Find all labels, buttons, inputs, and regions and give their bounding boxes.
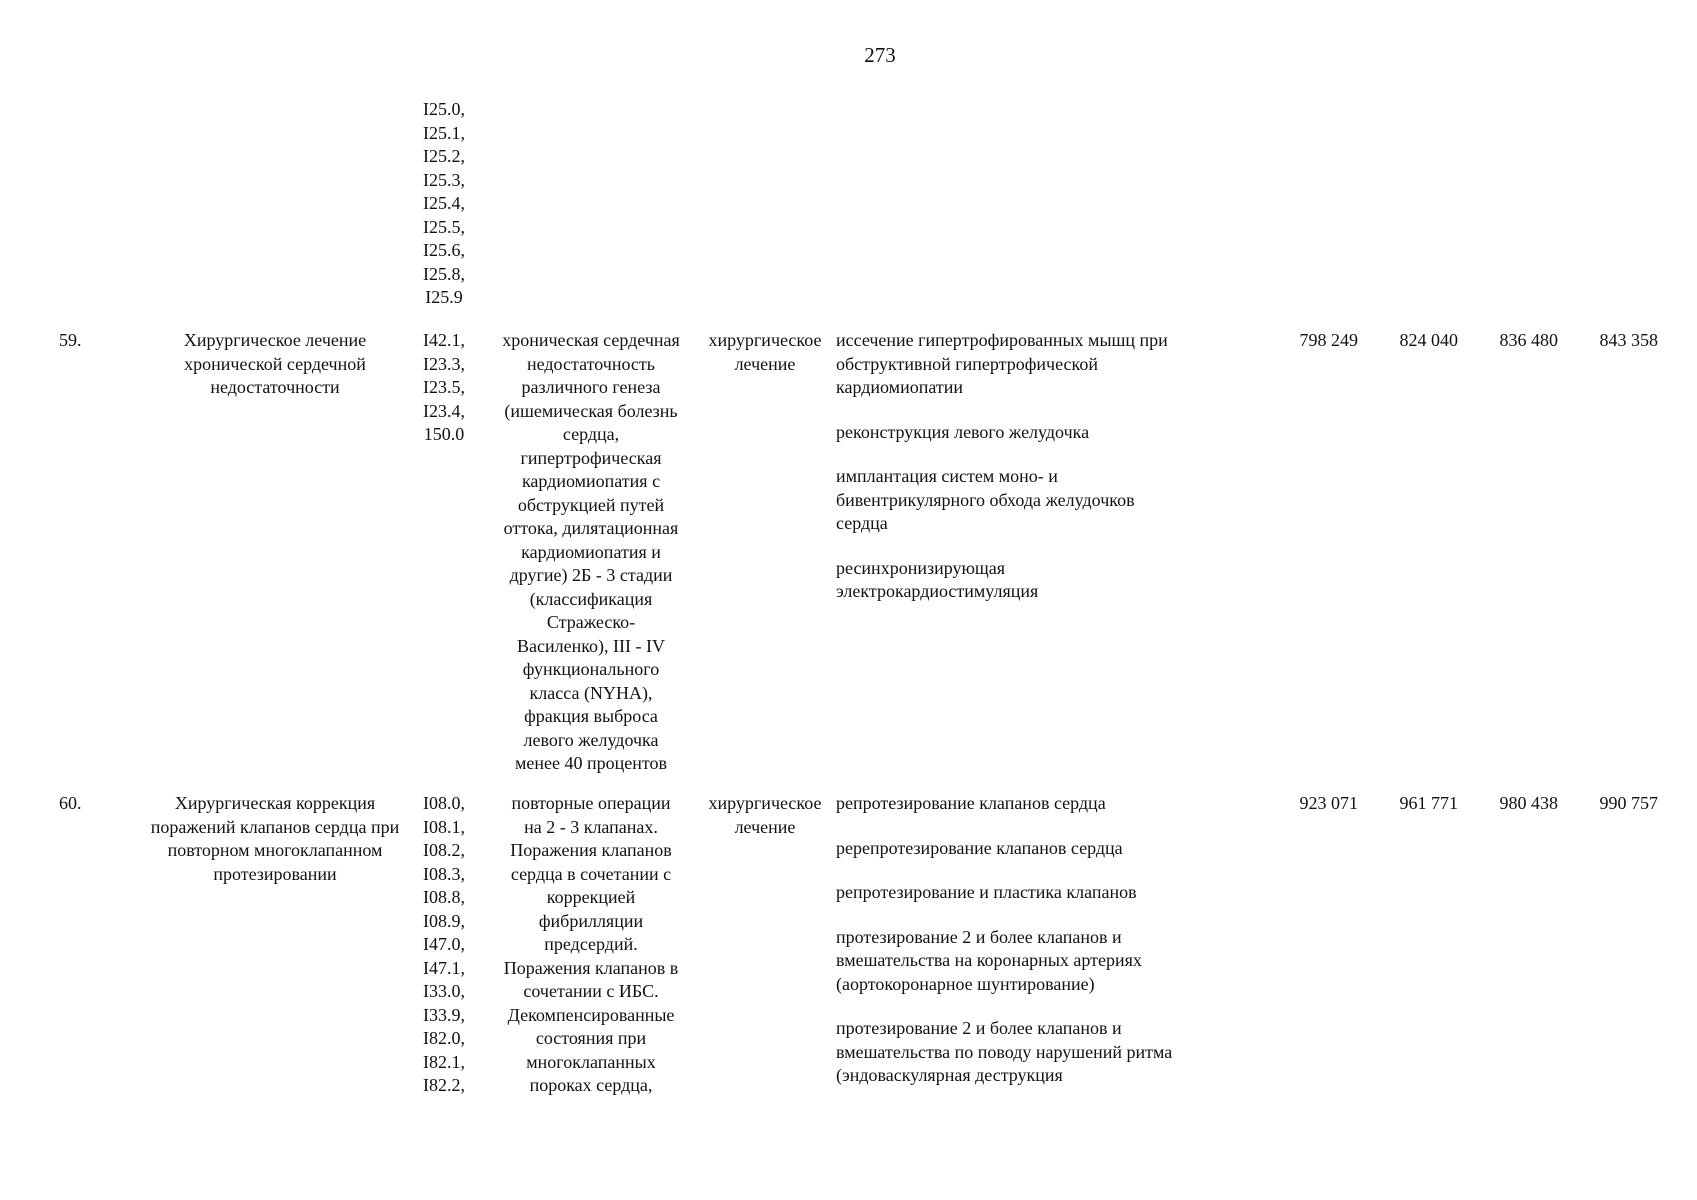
diagnosis-line: Декомпенсированные [507, 1004, 675, 1025]
code: I25.8, [423, 263, 465, 284]
code: I25.0, [423, 99, 465, 119]
method-line: ререпротезирование клапанов сердца [836, 837, 1123, 858]
code: I08.1, [423, 816, 465, 837]
code: I47.1, [423, 957, 465, 978]
code: I08.0, [423, 793, 465, 813]
row-codes [410, 329, 478, 447]
method-line: протезирование 2 и более клапанов и [836, 926, 1122, 947]
code: I25.6, [423, 240, 465, 260]
diagnosis-line: различного генеза [521, 377, 661, 397]
row-number: 59. [59, 330, 82, 350]
diagnosis-line: повторные операции [511, 793, 671, 813]
code: I82.1, [423, 1051, 465, 1072]
diagnosis-line: хроническая сердечная [502, 330, 680, 350]
diagnosis-line: на 2 - 3 клапанах. [524, 816, 658, 837]
diagnosis-line: (классификация [529, 588, 653, 609]
price-4: 990 757 [1599, 793, 1658, 813]
method-line: (аортокоронарное шунтирование) [836, 973, 1095, 994]
diagnosis-line: гипертрофическая [520, 447, 662, 468]
method-line: реконструкция левого желудочка [836, 421, 1090, 442]
treatment-type-line: хирургическое [708, 330, 822, 350]
method-line: электрокардиостимуляция [836, 581, 1039, 601]
method-line: ресинхронизирующая [836, 557, 1006, 578]
code: I25.3, [423, 169, 465, 190]
title-line: Хирургическая коррекция [174, 793, 376, 813]
price-2: 824 040 [1399, 330, 1458, 350]
treatment-type-line: лечение [734, 353, 796, 374]
price-1: 798 249 [1299, 330, 1358, 350]
price-3: 836 480 [1499, 330, 1558, 350]
diagnosis-line: оттока, дилятационная [503, 518, 679, 538]
method-line: обструктивной гипертрофической [836, 353, 1098, 374]
treatment-type-line: хирургическое [708, 793, 822, 813]
diagnosis-line: фракция выброса [524, 706, 658, 726]
row-title [145, 329, 405, 400]
diagnosis-line: коррекцией [546, 887, 636, 907]
code: I25.2, [423, 146, 465, 166]
diagnosis-line: обструкцией путей [517, 494, 665, 515]
treatment-type [700, 329, 830, 376]
method-line: репротезирование и пластика клапанов [836, 882, 1137, 902]
diagnosis-line: пороках сердца, [529, 1075, 653, 1095]
diagnosis-line: Поражения клапанов в [503, 957, 679, 978]
diagnosis-line: функционального [522, 659, 660, 679]
code: I82.0, [423, 1028, 465, 1048]
code: I47.0, [423, 934, 465, 954]
code: I08.2, [423, 840, 465, 860]
row-title [145, 792, 405, 886]
price-3: 980 438 [1499, 793, 1558, 813]
diagnosis-line: состояния при [535, 1028, 647, 1048]
method-item [836, 837, 1236, 861]
continued-codes [410, 98, 478, 310]
treatment-type-line: лечение [734, 816, 796, 837]
method-line: бивентрикулярного обхода желудочков [836, 489, 1135, 510]
code: I23.4, [423, 400, 465, 421]
diagnosis-line: фибрилляции [538, 910, 644, 931]
method-line: вмешательства на коронарных артериях [836, 950, 1142, 970]
diagnosis-line: Василенко), III - IV [516, 635, 666, 656]
diagnosis-line: сердца в сочетании с [510, 863, 672, 884]
method-item [836, 926, 1236, 997]
method-line: репротезирование клапанов сердца [836, 793, 1106, 813]
row-codes [410, 792, 478, 1098]
method-line: вмешательства по поводу нарушений ритма [836, 1041, 1173, 1062]
method-line: (эндоваскулярная деструкция [836, 1065, 1063, 1085]
code: I25.9 [425, 287, 463, 307]
diagnosis-line: предсердий. [544, 934, 638, 954]
method-item [836, 1017, 1236, 1088]
method-line: иссечение гипертрофированных мышц при [836, 330, 1168, 350]
code: I23.3, [423, 353, 465, 374]
method-item [836, 557, 1236, 604]
diagnosis-line: (ишемическая болезнь [504, 400, 678, 421]
code: I33.0, [423, 981, 465, 1001]
title-line: Хирургическое лечение [183, 330, 367, 350]
diagnosis-line: левого желудочка [523, 729, 659, 750]
method-item [836, 881, 1236, 905]
diagnosis-line: недостаточность [527, 353, 655, 374]
price-2: 961 771 [1399, 793, 1458, 813]
method-line: кардиомиопатии [836, 377, 963, 397]
row-diagnosis [485, 329, 697, 776]
treatment-type [700, 792, 830, 839]
diagnosis-line: менее 40 процентов [514, 753, 667, 773]
title-line: повторном многоклапанном [167, 840, 383, 860]
method-line: имплантация систем моно- и [836, 466, 1058, 486]
method-item [836, 421, 1236, 445]
page-number: 273 [864, 43, 896, 67]
price-4: 843 358 [1599, 330, 1658, 350]
method-item [836, 465, 1236, 536]
title-line: поражений клапанов сердца при [150, 816, 400, 837]
code: 150.0 [423, 424, 465, 444]
treatment-methods [836, 329, 1236, 625]
row-diagnosis [485, 792, 697, 1098]
diagnosis-line: класса (NYHA), [529, 682, 653, 703]
method-item [836, 792, 1236, 816]
price-1: 923 071 [1299, 793, 1358, 813]
treatment-methods [836, 792, 1236, 1109]
code: I33.9, [423, 1004, 465, 1025]
code: I08.9, [423, 910, 465, 931]
diagnosis-line: Стражеско- [546, 612, 636, 632]
code: I08.8, [423, 887, 465, 907]
title-line: хронической сердечной [184, 353, 366, 374]
title-line: протезировании [213, 863, 337, 884]
code: I82.2, [423, 1075, 465, 1095]
method-line: протезирование 2 и более клапанов и [836, 1018, 1122, 1038]
diagnosis-line: другие) 2Б - 3 стадии [509, 565, 673, 585]
method-line: сердца [836, 513, 888, 533]
code: I25.5, [423, 216, 465, 237]
code: I42.1, [423, 330, 465, 350]
code: I08.3, [423, 863, 465, 884]
diagnosis-line: кардиомиопатия и [521, 541, 661, 562]
diagnosis-line: сочетании с ИБС. [523, 981, 659, 1001]
diagnosis-line: кардиомиопатия с [521, 471, 661, 491]
code: I23.5, [423, 377, 465, 397]
row-number: 60. [59, 793, 82, 813]
method-item [836, 329, 1236, 400]
diagnosis-line: сердца, [562, 424, 620, 444]
diagnosis-line: многоклапанных [526, 1051, 656, 1072]
title-line: недостаточности [210, 377, 340, 397]
code: I25.4, [423, 193, 465, 213]
diagnosis-line: Поражения клапанов [510, 840, 672, 860]
code: I25.1, [423, 122, 465, 143]
